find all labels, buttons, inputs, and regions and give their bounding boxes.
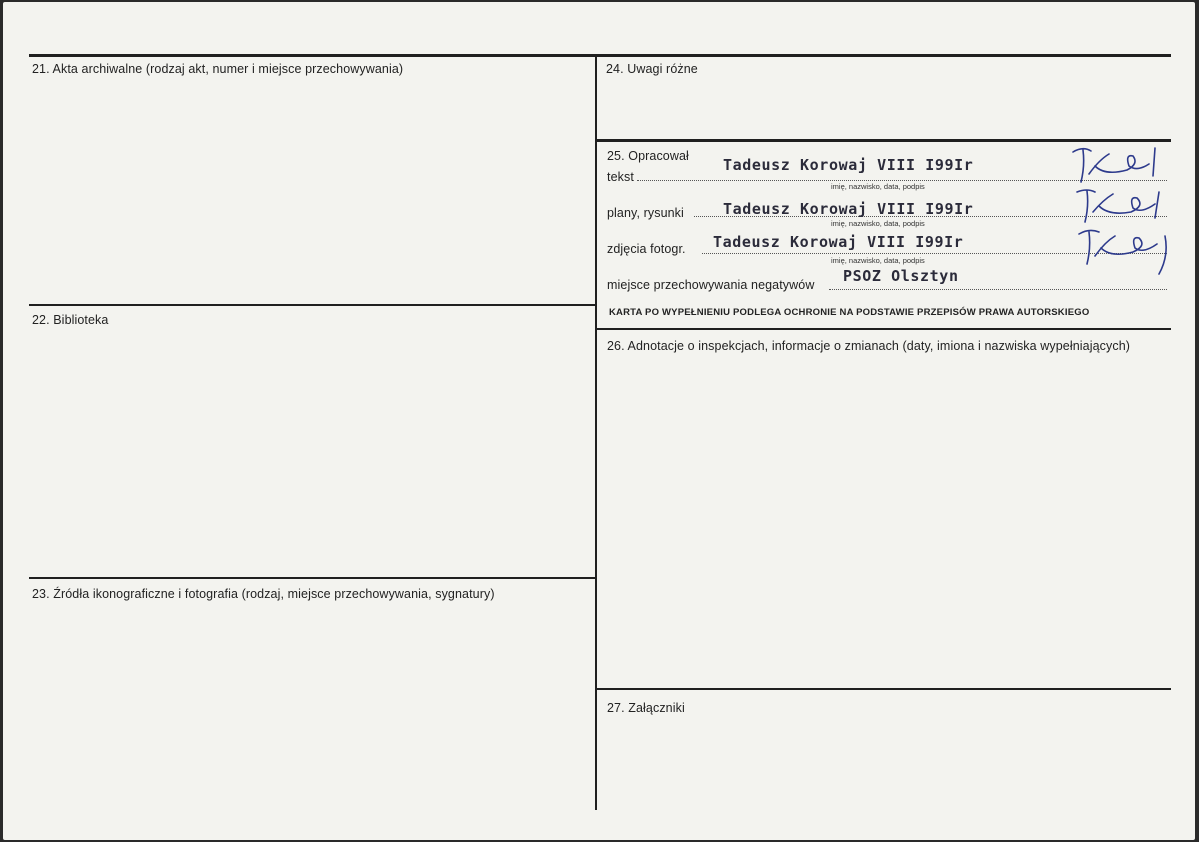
section-25-heading: 25. Opracował	[607, 149, 689, 163]
row-tekst-label: tekst	[607, 170, 634, 184]
section-26-label: 26. Adnotacje o inspekcjach, informacje o zmianach (daty, imiona i nazwiska wypełniających)	[607, 339, 1131, 353]
section-23-label: 23. Źródła ikonograficzne i fotografia (rodzaj, miejsce przechowywania, sygnatury)	[32, 587, 495, 601]
negatives-value: PSOZ Olsztyn	[843, 267, 959, 285]
section-22-label: 22. Biblioteka	[32, 313, 109, 327]
rule-right-27	[597, 688, 1171, 690]
row-plany-label: plany, rysunki	[607, 206, 684, 220]
row-tekst-caption: imię, nazwisko, data, podpis	[831, 182, 925, 191]
rule-left-22	[29, 304, 597, 306]
row-plany-value: Tadeusz Korowaj VIII I99Ir	[723, 200, 974, 218]
top-rule	[29, 54, 1171, 57]
row-tekst-value: Tadeusz Korowaj VIII I99Ir	[723, 156, 974, 174]
column-divider	[595, 54, 597, 810]
row-zdjecia-label: zdjęcia fotogr.	[607, 242, 686, 256]
row-zdjecia-value: Tadeusz Korowaj VIII I99Ir	[713, 233, 964, 251]
form-sheet	[3, 2, 1195, 840]
section-24-label: 24. Uwagi różne	[606, 62, 698, 76]
row-zdjecia-caption: imię, nazwisko, data, podpis	[831, 256, 925, 265]
row-plany-caption: imię, nazwisko, data, podpis	[831, 219, 925, 228]
copyright-notice: KARTA PO WYPEŁNIENIU PODLEGA OCHRONIE NA PODSTAWIE PRZEPISÓW PRAWA AUTORSKIEGO	[609, 307, 1090, 318]
rule-right-26	[597, 328, 1171, 330]
section-21-label: 21. Akta archiwalne (rodzaj akt, numer i miejsce przechowywania)	[32, 62, 404, 76]
negatives-label: miejsce przechowywania negatywów	[607, 278, 815, 292]
section-27-label: 27. Załączniki	[607, 701, 685, 715]
signature-zdjecia	[1069, 222, 1175, 278]
rule-left-23	[29, 577, 597, 579]
negatives-line	[829, 289, 1167, 290]
